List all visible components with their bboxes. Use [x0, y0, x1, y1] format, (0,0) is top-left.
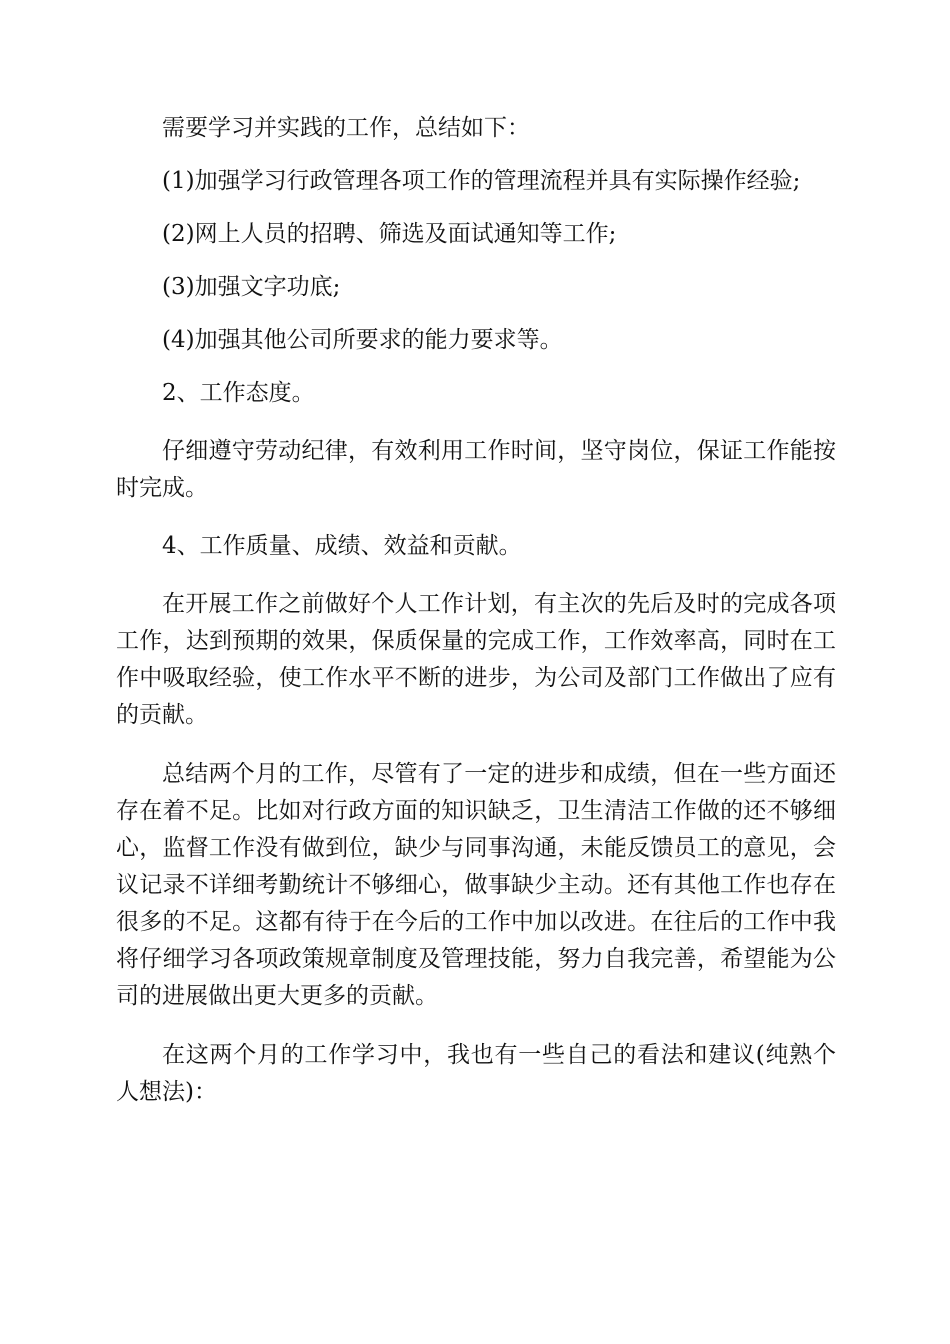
- list-item-4: (4)加强其他公司所要求的能力要求等。: [162, 327, 563, 353]
- list-item-2: (2)网上人员的招聘、筛选及面试通知等工作;: [162, 221, 617, 247]
- paragraph-quality: 在开展工作之前做好个人工作计划，有主次的先后及时的完成各项工作，达到预期的效果，保质保量的完成工作，工作效率高，同时在工作中吸取经验，使工作水平不断的进步，为公司及部门工作做出了应有的贡献。: [116, 591, 836, 728]
- section-heading-quality: 4、工作质量、成绩、效益和贡献。: [162, 533, 522, 559]
- paragraph-suggestions: 在这两个月的工作学习中，我也有一些自己的看法和建议(纯熟个人想法)：: [116, 1042, 836, 1105]
- list-item-1: (1)加强学习行政管理各项工作的管理流程并具有实际操作经验;: [162, 168, 801, 194]
- paragraph-summary: 总结两个月的工作，尽管有了一定的进步和成绩，但在一些方面还存在着不足。比如对行政方面的知识缺乏，卫生清洁工作做的还不够细心，监督工作没有做到位，缺少与同事沟通，未能反馈员工的意见，会议记录不详细考勤统计不够细心，做事缺少主动。还有其他工作也存在很多的不足。这都有待于在今后的工作中加以改进。在往后的工作中我将仔细学习各项政策规章制度及管理技能，努力自我完善，希望能为公司的进展做出更大更多的贡献。: [116, 761, 836, 1009]
- list-item-3: (3)加强文字功底;: [162, 274, 341, 300]
- paragraph-attitude: 仔细遵守劳动纪律，有效利用工作时间，坚守岗位，保证工作能按时完成。: [116, 438, 836, 501]
- document-body: [116, 110, 836, 1111]
- paragraph-intro: 需要学习并实践的工作，总结如下：: [162, 115, 530, 141]
- section-heading-attitude: 2、工作态度。: [162, 380, 315, 406]
